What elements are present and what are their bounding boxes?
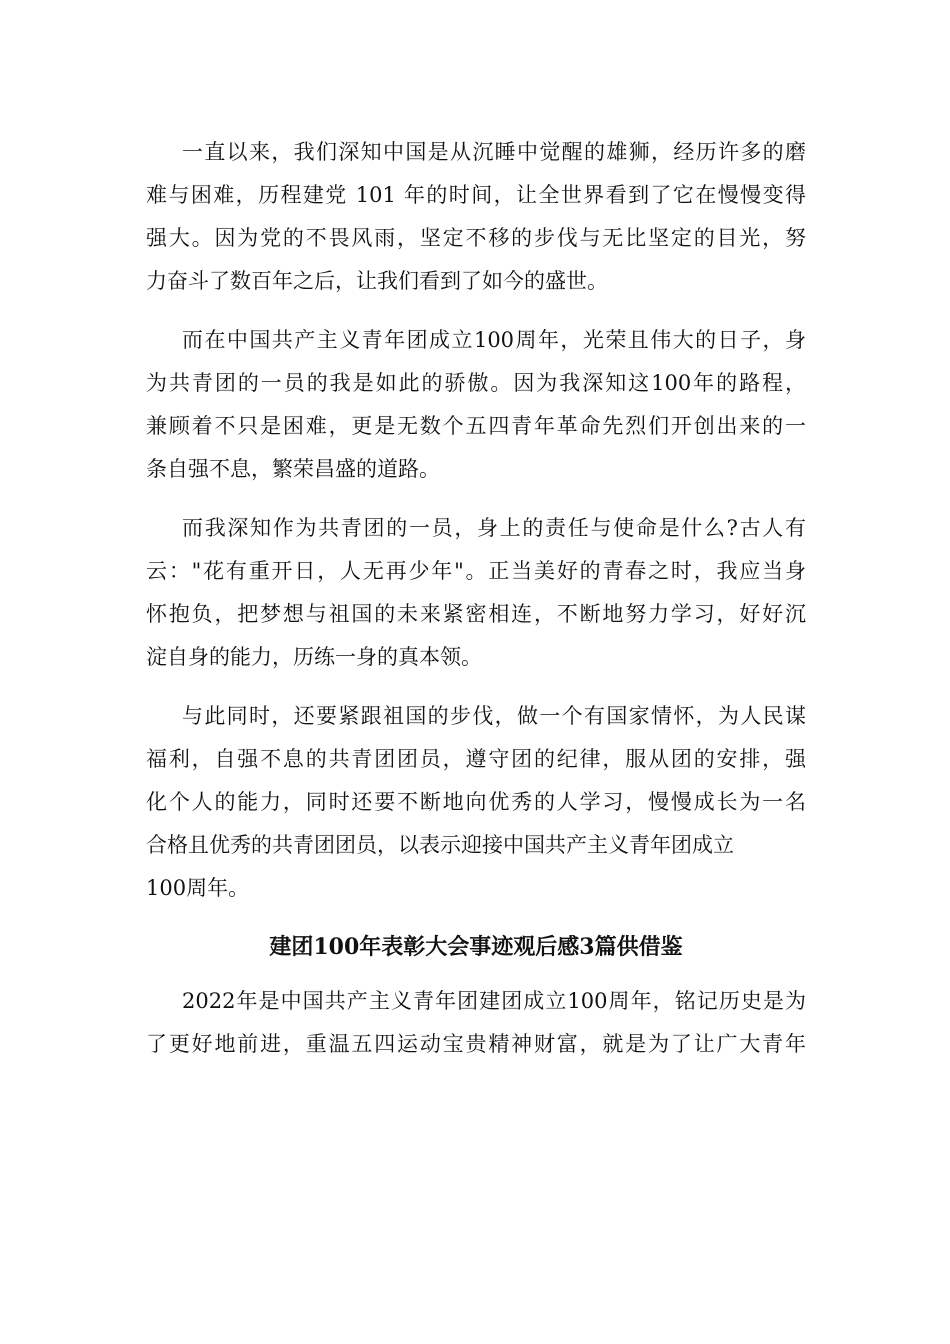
- paragraph-1: [146, 131, 806, 303]
- paragraph-line: 为共青团的一员的我是如此的骄傲。因为我深知这100年的路程，: [146, 371, 806, 395]
- paragraph-line: 合格且优秀的共青团团员，以表示迎接中国共产主义青年团成立: [146, 833, 734, 857]
- paragraph-line: 一直以来，我们深知中国是从沉睡中觉醒的雄狮，经历许多的磨: [182, 140, 806, 164]
- paragraph-line: 淀自身的能力，历练一身的真本领。: [146, 645, 482, 669]
- paragraph-line: 了更好地前进，重温五四运动宝贵精神财富，就是为了让广大青年: [146, 1032, 806, 1056]
- paragraph-line: 而在中国共产主义青年团成立100周年，光荣且伟大的日子，身: [182, 328, 806, 352]
- section-heading: 建团100年表彰大会事迹观后感3篇供借鉴: [269, 934, 683, 960]
- paragraph-3: [146, 507, 806, 679]
- document-body: [146, 131, 806, 1082]
- paragraph-line: 而我深知作为共青团的一员，身上的责任与使命是什么?古人有: [182, 516, 806, 540]
- paragraph-line: 条自强不息，繁荣昌盛的道路。: [146, 457, 440, 481]
- paragraph-line: 怀抱负，把梦想与祖国的未来紧密相连，不断地努力学习，好好沉: [146, 602, 806, 626]
- paragraph-5: [146, 980, 806, 1066]
- paragraph-line: 2022年是中国共产主义青年团建团成立100周年，铭记历史是为: [182, 989, 806, 1013]
- paragraph-line: 福利，自强不息的共青团团员，遵守团的纪律，服从团的安排，强: [146, 747, 806, 771]
- paragraph-line: 兼顾着不只是困难，更是无数个五四青年革命先烈们开创出来的一: [146, 414, 806, 438]
- paragraph-line: 100周年。: [146, 876, 250, 900]
- paragraph-line: 与此同时，还要紧跟祖国的步伐，做一个有国家情怀，为人民谋: [182, 704, 806, 728]
- paragraph-line: 化个人的能力，同时还要不断地向优秀的人学习，慢慢成长为一名: [146, 790, 806, 814]
- paragraph-line: 云："花有重开日，人无再少年"。正当美好的青春之时，我应当身: [146, 559, 806, 583]
- paragraph-4: [146, 695, 806, 910]
- paragraph-line: 难与困难，历程建党 101 年的时间，让全世界看到了它在慢慢变得: [146, 183, 806, 207]
- paragraph-line: 力奋斗了数百年之后，让我们看到了如今的盛世。: [146, 269, 608, 293]
- paragraph-line: 强大。因为党的不畏风雨，坚定不移的步伐与无比坚定的目光，努: [146, 226, 806, 250]
- paragraph-2: [146, 319, 806, 491]
